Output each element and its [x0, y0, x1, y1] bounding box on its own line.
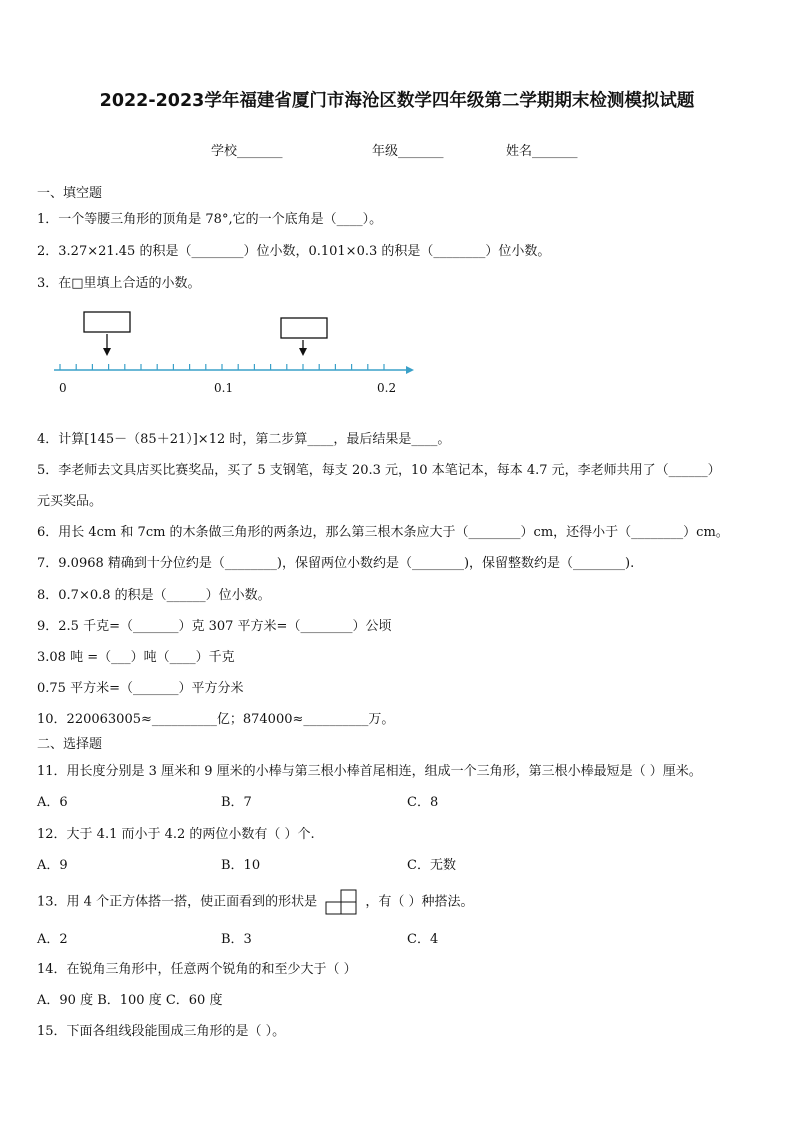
question-12: 12．大于 4.1 而小于 4.2 的两位小数有（ ）个.: [37, 827, 315, 842]
section-fill-in: 一、填空题: [37, 186, 103, 201]
question-13-text: 13．用 4 个正方体搭一搭，使正面看到的形状是: [37, 894, 318, 910]
question-11-option-b: B．7: [221, 795, 252, 810]
number-line-figure: [50, 308, 420, 403]
tick-label-0.1: 0.1: [214, 381, 234, 395]
question-13-text-cont: ，有（ ）种搭法。: [365, 894, 474, 910]
axis-arrow-icon: [406, 366, 414, 374]
question-7: 7．9.0968 精确到十分位约是（________)，保留两位小数约是（________)，保留整数约是（________).: [37, 556, 635, 571]
answer-box-1: [84, 312, 130, 332]
question-15: 15．下面各组线段能围成三角形的是（ ）。: [37, 1024, 286, 1039]
question-5-cont: 元买奖品。: [37, 494, 103, 509]
question-10: 10．220063005≈__________亿；874000≈__________万。: [37, 712, 395, 727]
cube-front-view-figure: [324, 889, 358, 915]
tick-label-0: 0: [59, 381, 67, 395]
question-14: 14．在锐角三角形中，任意两个锐角的和至少大于（ ）: [37, 962, 357, 977]
question-12-option-c: C．无数: [407, 858, 456, 873]
question-13-option-b: B．3: [221, 932, 252, 947]
name-field: 姓名_______: [506, 144, 578, 159]
question-8: 8．0.7×0.8 的积是（______）位小数。: [37, 588, 271, 603]
school-field: 学校_______: [211, 144, 283, 159]
question-11-option-a: A．6: [37, 795, 68, 810]
question-13-option-c: C．4: [407, 932, 439, 947]
question-2: 2．3.27×21.45 的积是（________）位小数，0.101×0.3 的积是（________）位小数。: [37, 244, 551, 259]
tick-label-0.2: 0.2: [377, 381, 397, 395]
question-6: 6．用长 4cm 和 7cm 的木条做三角形的两条边，那么第三根木条应大于（________）cm，还得小于（________）cm。: [37, 525, 729, 540]
question-5: 5．李老师去文具店买比赛奖品，买了 5 支钢笔，每支 20.3 元，10 本笔记本，每本 4.7 元，李老师共用了（______）: [37, 463, 721, 478]
question-3: 3．在□里填上合适的小数。: [37, 276, 201, 291]
number-line-axis: [54, 364, 414, 374]
question-12-option-a: A．9: [37, 858, 68, 873]
grade-field: 年级_______: [372, 144, 444, 159]
answer-box-2: [281, 318, 327, 338]
exam-title: 2022-2023学年福建省厦门市海沧区数学四年级第二学期期末检测模拟试题: [99, 91, 695, 111]
arrow-down-icon: [103, 348, 111, 356]
question-9: 9．2.5 千克=（_______）克 307 平方米=（________）公顷: [37, 619, 392, 634]
question-11: 11．用长度分别是 3 厘米和 9 厘米的小棒与第三根小棒首尾相连，组成一个三角形，第三根小棒最短是（ ）厘米。: [37, 764, 702, 779]
question-11-option-c: C．8: [407, 795, 439, 810]
question-13: [37, 889, 474, 915]
question-14-options: A．90 度 B．100 度 C．60 度: [37, 993, 223, 1008]
question-1: 1．一个等腰三角形的顶角是 78°,它的一个底角是（____）。: [37, 212, 383, 227]
arrow-down-icon: [299, 348, 307, 356]
question-12-option-b: B．10: [221, 858, 261, 873]
question-4: 4．计算[145－（85＋21）]×12 时，第二步算____，最后结果是____。: [37, 432, 451, 447]
question-9-part-2: 3.08 吨 =（___）吨（____）千克: [37, 650, 235, 665]
question-9-part-3: 0.75 平方米=（_______）平方分米: [37, 681, 244, 696]
section-choice: 二、选择题: [37, 737, 103, 752]
question-13-option-a: A．2: [37, 932, 68, 947]
